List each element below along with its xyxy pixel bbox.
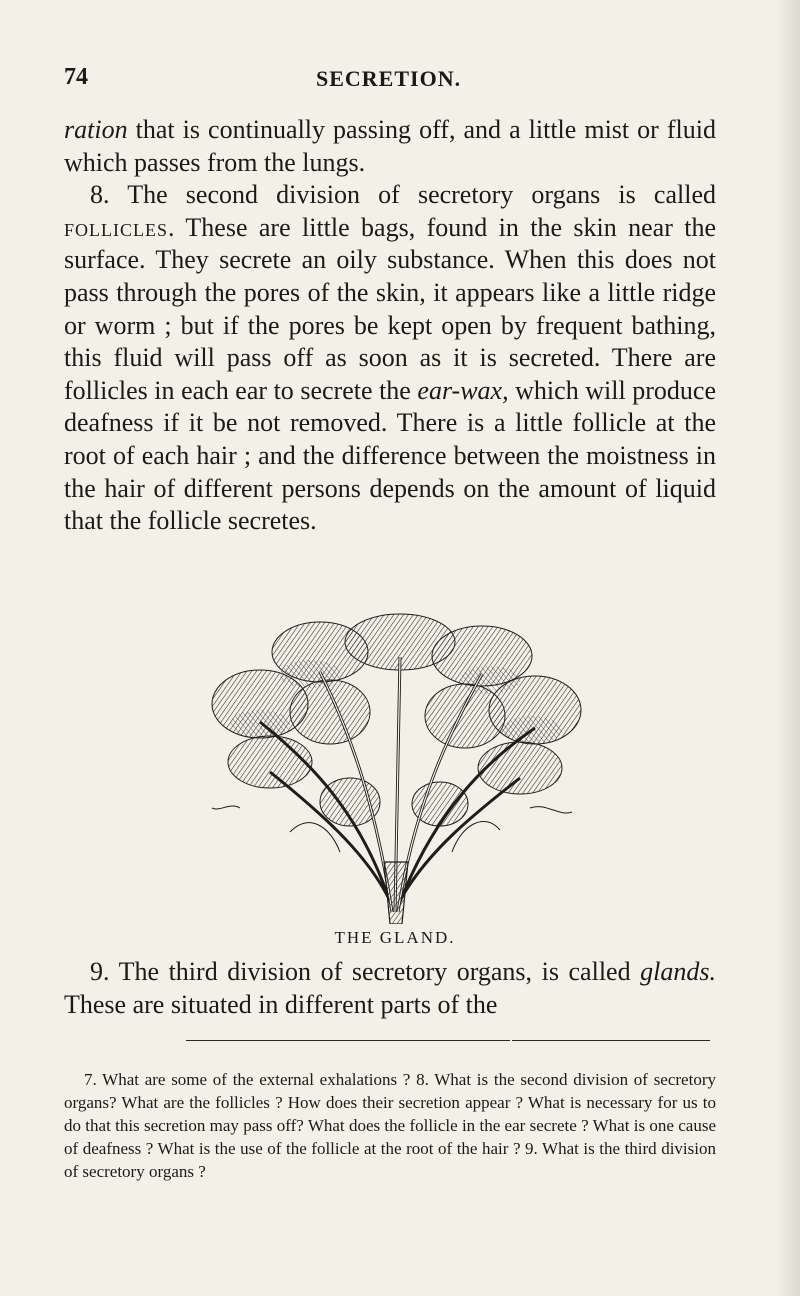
continued-lead: ration: [64, 115, 128, 144]
paragraph-8: [64, 179, 716, 538]
para9-italic: glands.: [640, 957, 716, 986]
para8-text-1: The second division of secretory organs is called: [109, 180, 716, 210]
footnote-rule-right: [512, 1040, 710, 1041]
para8-text-2: . These are little bags, found in the skin near the surface. They secrete an oily substance. When this does not pass through the pores of the skin, it appears like a little ridge or worm ; but if the pores be kept open by frequent bathing, this fluid will pass off as soon as it is secreted. There are follicles in each ear to secrete the: [64, 212, 716, 405]
page-header: [64, 64, 754, 98]
page-edge-shadow: [778, 0, 800, 1296]
para8-number: 8.: [90, 180, 110, 210]
para8-text-3: which will produce deafness if it be not removed. There is a little follicle at the root of each hair ; and the difference between the moistness in the hair of different persons depends on the amount of liquid that the follicle secretes.: [64, 375, 716, 536]
paragraph-9: [64, 956, 716, 1021]
figure-caption: THE GLAND.: [334, 928, 456, 947]
gland-illustration: [200, 612, 590, 924]
footnote-questions: [64, 1068, 716, 1183]
page-number: 74: [64, 64, 88, 90]
para9-text-1: The third division of secretory organs, is called: [109, 957, 641, 986]
footnote-text: 7. What are some of the external exhalations ? 8. What is the second division of secretory organs? What are the follicles ? How does their secretion appear ? What is necessary for us to do that this secretion may pass off? What does the follicle in the ear secrete ? What is one cause of deafness ? What is the use of the follicle at the root of the hair ? 9. What is the third division of secretory organs ?: [64, 1070, 716, 1181]
para9-number: 9.: [90, 957, 110, 986]
running-head: SECRETION.: [316, 66, 462, 91]
body-text: [64, 114, 716, 538]
para9-text-2: These are situated in different parts of the: [64, 989, 498, 1019]
footnote-rule-left: [186, 1040, 510, 1041]
para8-italic: ear-wax,: [417, 375, 509, 405]
gland-engraving: [200, 612, 590, 924]
continued-text: that is continually passing off, and a little mist or fluid which passes from the lungs.: [64, 115, 716, 177]
paragraph-continued: [64, 114, 716, 179]
para8-term: follicles: [64, 212, 169, 242]
